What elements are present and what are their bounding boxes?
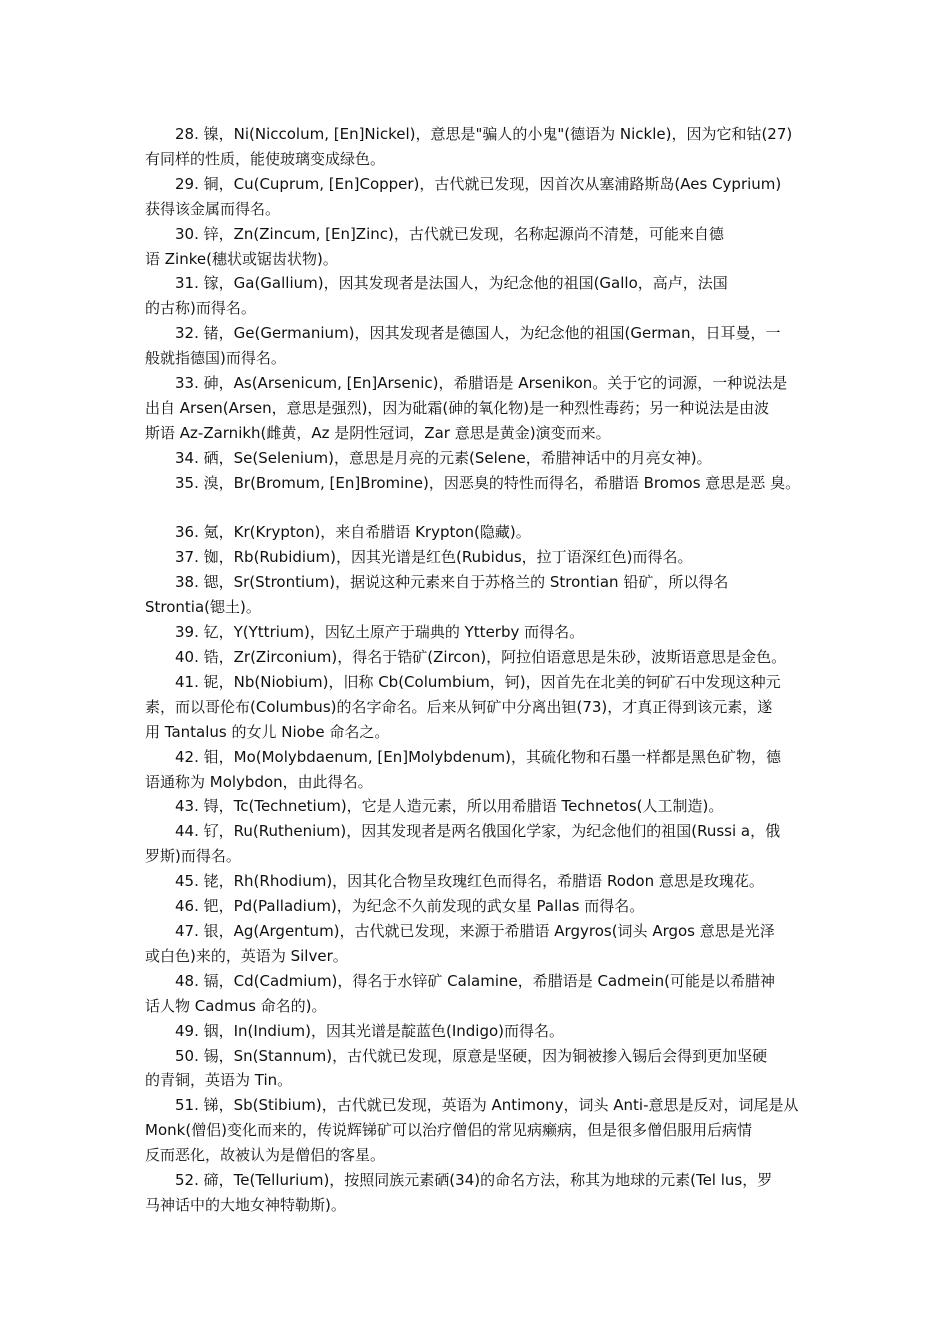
element-paragraph xyxy=(145,1044,813,1094)
element-paragraph xyxy=(145,919,813,969)
element-paragraph xyxy=(145,371,813,446)
paragraph-line: 34. 硒，Se(Selenium)，意思是月亮的元素(Selene，希腊神话中的月亮女神)。 xyxy=(175,448,712,467)
paragraph-line: 47. 银，Ag(Argentum)，古代就已发现，来源于希腊语 Argyros(词头 Argos 意思是光泽 xyxy=(175,921,775,940)
paragraph-line: 30. 锌，Zn(Zincum, [En]Zinc)，古代就已发现，名称起源尚不清楚，可能来自德 xyxy=(175,224,724,243)
paragraph-line: 32. 锗，Ge(Germanium)，因其发现者是德国人，为纪念他的祖国(German，日耳曼，一 xyxy=(175,324,781,343)
paragraph-line: 或白色)来的，英语为 Silver。 xyxy=(145,946,348,965)
paragraph-line: 28. 镍，Ni(Niccolum, [En]Nickel)，意思是"骗人的小鬼"(德语为 Nickle)，因为它和钴(27) xyxy=(175,125,793,143)
element-paragraph xyxy=(145,745,813,795)
paragraph-line: 31. 镓，Ga(Gallium)，因其发现者是法国人，为纪念他的祖国(Gallo，高卢，法国 xyxy=(175,274,728,293)
element-paragraph xyxy=(145,620,813,645)
paragraph-line: 罗斯)而得名。 xyxy=(145,847,241,866)
element-paragraph xyxy=(145,1168,813,1218)
element-paragraph xyxy=(145,570,813,620)
paragraph-line: 般就指德国)而得名。 xyxy=(145,349,286,368)
paragraph-line: 的青铜，英语为 Tin。 xyxy=(145,1071,293,1090)
document-page xyxy=(145,122,813,1218)
element-paragraph xyxy=(145,794,813,819)
paragraph-line: 48. 镉，Cd(Cadmium)，得名于水锌矿 Calamine，希腊语是 Cadmein(可能是以希腊神 xyxy=(175,971,776,990)
paragraph-line: 话人物 Cadmus 命名的)。 xyxy=(145,996,327,1015)
paragraph-line: 语通称为 Molybdon，由此得名。 xyxy=(145,772,373,791)
paragraph-line: 有同样的性质，能使玻璃变成绿色。 xyxy=(145,149,386,168)
element-paragraph xyxy=(145,172,813,222)
paragraph-line: 46. 钯，Pd(Palladium)，为纪念不久前发现的武女星 Pallas 而得名。 xyxy=(175,897,645,916)
element-paragraph xyxy=(145,894,813,919)
paragraph-line: 51. 锑，Sb(Stibium)，古代就已发现，英语为 Antimony，词头 Anti-意思是反对，词尾是从 xyxy=(175,1096,799,1115)
element-paragraph xyxy=(145,1019,813,1044)
paragraph-line: 49. 铟，In(Indium)，因其光谱是靛蓝色(Indigo)而得名。 xyxy=(175,1021,565,1040)
blank-line xyxy=(145,496,813,521)
paragraph-line: 38. 锶，Sr(Strontium)，据说这种元素来自于苏格兰的 Strontian 铅矿，所以得名 xyxy=(175,573,729,592)
paragraph-line: 39. 钇，Y(Yttrium)，因钇土原产于瑞典的 Ytterby 而得名。 xyxy=(175,623,585,642)
paragraph-line: 29. 铜，Cu(Cuprum, [En]Copper)，古代就已发现，因首次从塞浦路斯岛(Aes Cyprium) xyxy=(175,174,782,193)
paragraph-line: 42. 钼，Mo(Molybdaenum, [En]Molybdenum)，其硫化物和石墨一样都是黑色矿物，德 xyxy=(175,747,781,766)
element-paragraph xyxy=(145,969,813,1019)
paragraph-line: 37. 铷，Rb(Rubidium)，因其光谱是红色(Rubidus，拉丁语深红色)而得名。 xyxy=(175,548,693,567)
paragraph-line: Strontia(锶土)。 xyxy=(145,598,261,617)
paragraph-line: 的古称)而得名。 xyxy=(145,299,256,318)
paragraph-line: 50. 锡，Sn(Stannum)，古代就已发现，原意是坚硬，因为铜被掺入锡后会得到更加坚硬 xyxy=(175,1046,768,1065)
paragraph-line: 43. 锝，Tc(Technetium)，它是人造元素，所以用希腊语 Technetos(人工制造)。 xyxy=(175,797,724,816)
element-paragraph xyxy=(145,122,813,172)
element-paragraph xyxy=(145,1093,813,1168)
paragraph-line: 44. 钌，Ru(Ruthenium)，因其发现者是两名俄国化学家，为纪念他们的祖国(Russi a，俄 xyxy=(175,822,781,841)
paragraph-line: 出自 Arsen(Arsen，意思是强烈)，因为砒霜(砷的氧化物)是一种烈性毒药；另一种说法是由波 xyxy=(145,398,770,417)
element-paragraph xyxy=(145,471,813,496)
paragraph-line: 斯语 Az-Zarnikh(雌黄，Az 是阴性冠词，Zar 意思是黄金)演变而来。 xyxy=(145,423,611,442)
paragraph-line: 反而恶化，故被认为是僧侣的客星。 xyxy=(145,1146,386,1165)
paragraph-line: 语 Zinke(穗状或锯齿状物)。 xyxy=(145,249,338,268)
element-paragraph xyxy=(145,520,813,545)
paragraph-line: 马神话中的大地女神特勒斯)。 xyxy=(145,1195,346,1214)
paragraph-line: 33. 砷，As(Arsenicum, [En]Arsenic)，希腊语是 Arsenikon。关于它的词源，一种说法是 xyxy=(175,374,788,393)
element-paragraph xyxy=(145,645,813,670)
paragraph-line: 40. 锆，Zr(Zirconium)，得名于锆矿(Zircon)，阿拉伯语意思是朱砂，波斯语意思是金色。 xyxy=(175,648,787,667)
element-paragraph xyxy=(145,321,813,371)
paragraph-line: 获得该金属而得名。 xyxy=(145,199,281,218)
paragraph-line: 52. 碲，Te(Tellurium)，按照同族元素硒(34)的命名方法，称其为地球的元素(Tel lus，罗 xyxy=(175,1171,773,1190)
element-paragraph xyxy=(145,819,813,869)
paragraph-line: 45. 铑，Rh(Rhodium)，因其化合物呈玫瑰红色而得名，希腊语 Rodon 意思是玫瑰花。 xyxy=(175,872,764,891)
element-paragraph xyxy=(145,222,813,272)
element-paragraph xyxy=(145,869,813,894)
paragraph-line: 素，而以哥伦布(Columbus)的名字命名。后来从钶矿中分离出钽(73)，才真正得到该元素，遂 xyxy=(145,697,773,716)
element-paragraph xyxy=(145,670,813,745)
paragraph-line: Monk(僧侣)变化而来的，传说辉锑矿可以治疗僧侣的常见病癞病，但是很多僧侣服用后病情 xyxy=(145,1121,753,1140)
paragraph-list xyxy=(145,122,813,1218)
element-paragraph xyxy=(145,271,813,321)
paragraph-line: 用 Tantalus 的女儿 Niobe 命名之。 xyxy=(145,722,390,741)
element-paragraph xyxy=(145,446,813,471)
paragraph-line: 35. 溴，Br(Bromum, [En]Bromine)，因恶臭的特性而得名，希腊语 Bromos 意思是恶 臭。 xyxy=(175,473,801,492)
element-paragraph xyxy=(145,545,813,570)
paragraph-line: 36. 氪，Kr(Krypton)，来自希腊语 Krypton(隐藏)。 xyxy=(175,523,531,542)
paragraph-line: 41. 铌，Nb(Niobium)，旧称 Cb(Columbium，钶)，因首先在北美的钶矿石中发现这种元 xyxy=(175,672,781,691)
